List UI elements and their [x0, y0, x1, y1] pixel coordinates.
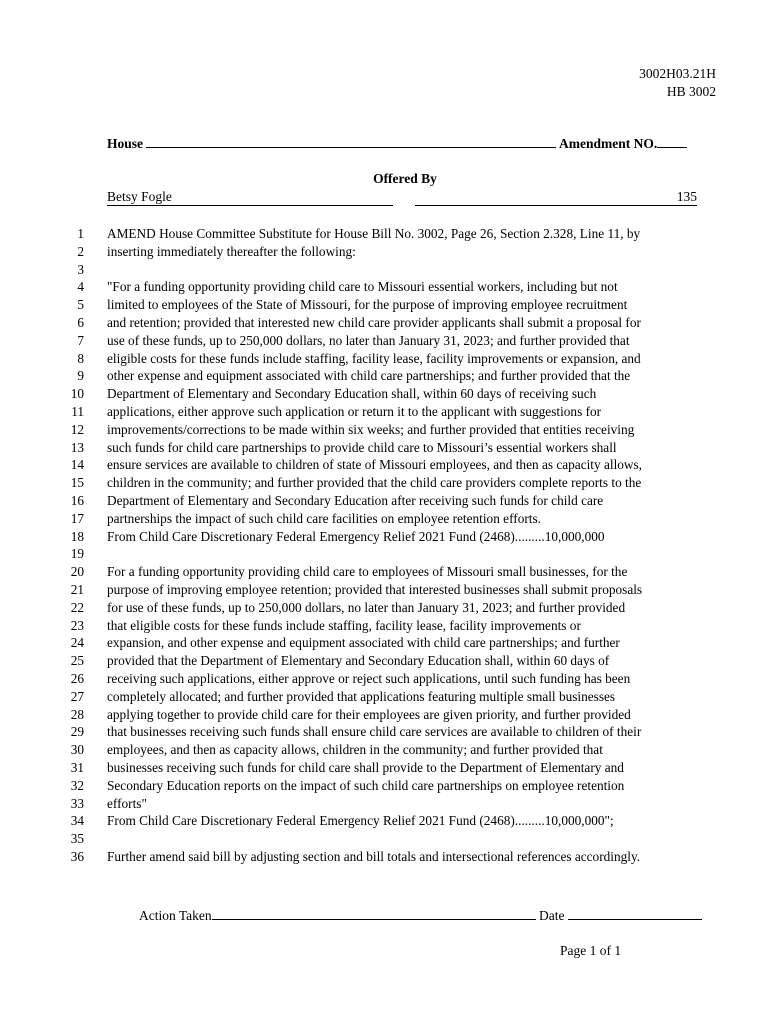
numbered-line — [56, 848, 726, 866]
line-text: that businesses receiving such funds shall ensure child care services are available to children of their — [107, 724, 642, 740]
offered-by-heading: Offered By — [373, 171, 437, 186]
numbered-line — [56, 634, 726, 652]
line-text: applications, either approve such application or return it to the applicant with suggestions for — [107, 403, 602, 419]
line-number: 27 — [70, 688, 84, 704]
numbered-line — [56, 777, 726, 795]
action-taken-label: Action Taken — [139, 908, 212, 923]
line-number: 2 — [77, 243, 84, 259]
numbered-line — [56, 385, 726, 403]
line-text: "For a funding opportunity providing child care to Missouri essential workers, including but not — [107, 279, 618, 295]
numbered-line — [56, 812, 726, 830]
numbered-line — [56, 421, 726, 439]
line-text: use of these funds, up to 250,000 dollars, no later than January 31, 2023; and further provided that — [107, 332, 630, 348]
line-number: 30 — [70, 742, 84, 758]
line-number: 12 — [70, 421, 84, 437]
line-number: 17 — [70, 510, 84, 526]
line-text: Secondary Education reports on the impact of such child care partnerships on employee retention — [107, 777, 625, 793]
numbered-line — [56, 296, 726, 314]
line-text: Further amend said bill by adjusting section and bill totals and intersectional references accordingly. — [107, 848, 641, 864]
line-text: that eligible costs for these funds include staffing, facility lease, facility improvements or — [107, 617, 581, 633]
line-number: 29 — [70, 724, 84, 740]
sponsor-line — [107, 189, 697, 206]
numbered-line — [56, 403, 726, 421]
line-number: 15 — [70, 475, 84, 491]
date-blank — [568, 907, 702, 920]
amendment-header — [107, 135, 687, 152]
line-number: 21 — [70, 581, 84, 597]
page-number: Page 1 of 1 — [560, 943, 622, 958]
line-number: 28 — [70, 706, 84, 722]
line-number: 31 — [70, 759, 84, 775]
line-text: businesses receiving such funds for child care shall provide to the Department of Elementary and — [107, 759, 624, 775]
line-text: efforts" — [107, 795, 147, 811]
numbered-line — [56, 581, 726, 599]
line-number: 14 — [70, 457, 84, 473]
line-number: 16 — [70, 492, 84, 508]
line-number: 5 — [77, 297, 84, 313]
line-text: expansion, and other expense and equipment associated with child care partnerships; and further — [107, 635, 620, 651]
house-blank-line — [146, 135, 556, 148]
amendment-number-label: Amendment NO. — [559, 136, 658, 151]
line-number: 11 — [71, 403, 84, 419]
line-text: applying together to provide child care for their employees are given priority, and further provided — [107, 706, 631, 722]
document-code-block — [639, 65, 716, 101]
line-text: inserting immediately thereafter the following: — [107, 243, 356, 259]
numbered-line — [56, 492, 726, 510]
line-number: 3 — [77, 261, 84, 277]
numbered-line — [56, 652, 726, 670]
line-number: 1 — [77, 226, 84, 241]
numbered-line — [56, 350, 726, 368]
line-text: for use of these funds, up to 250,000 dollars, no later than January 31, 2023; and further provided — [107, 599, 626, 615]
action-taken-blank — [212, 907, 536, 920]
line-text: eligible costs for these funds include staffing, facility lease, facility improvements or expansion, and — [107, 350, 641, 366]
numbered-line — [56, 723, 726, 741]
numbered-line — [56, 243, 726, 261]
numbered-line — [56, 599, 726, 617]
numbered-line — [56, 528, 726, 546]
house-label: House — [107, 136, 144, 151]
numbered-line — [56, 261, 726, 279]
action-taken-line — [139, 907, 702, 924]
line-text: partnerships the impact of such child care facilities on employee retention efforts. — [107, 510, 541, 526]
line-text: other expense and equipment associated with child care partnerships; and further provided that the — [107, 368, 631, 384]
numbered-line — [56, 545, 726, 563]
sponsor-number: 135 — [415, 189, 697, 206]
line-number: 23 — [70, 617, 84, 633]
line-text: Department of Elementary and Secondary Education shall, within 60 days of receiving such — [107, 386, 597, 402]
numbered-line — [56, 617, 726, 635]
line-text: limited to employees of the State of Missouri, for the purpose of improving employee recruitment — [107, 297, 628, 313]
numbered-line — [56, 474, 726, 492]
numbered-line — [56, 510, 726, 528]
numbered-line — [56, 563, 726, 581]
amendment-number-blank — [657, 135, 687, 148]
line-number: 32 — [70, 777, 84, 793]
line-number: 36 — [70, 848, 84, 864]
line-text: completely allocated; and further provided that applications featuring multiple small businesses — [107, 688, 616, 704]
numbered-line — [56, 278, 726, 296]
line-text: purpose of improving employee retention; provided that interested businesses shall submit proposals — [107, 581, 643, 597]
line-number: 24 — [70, 635, 84, 651]
numbered-line — [56, 225, 726, 243]
numbered-line — [56, 314, 726, 332]
line-number: 19 — [70, 546, 84, 562]
line-text: AMEND House Committee Substitute for House Bill No. 3002, Page 26, Section 2.328, Line 11, by — [107, 226, 641, 241]
numbered-line — [56, 741, 726, 759]
line-text: such funds for child care partnerships to provide child care to Missouri’s essential workers shall — [107, 439, 617, 455]
numbered-line — [56, 456, 726, 474]
line-text: receiving such applications, either approve or reject such applications, until such funding has been — [107, 670, 631, 686]
line-number: 18 — [70, 528, 84, 544]
numbered-line — [56, 795, 726, 813]
line-number: 13 — [70, 439, 84, 455]
line-number: 25 — [70, 653, 84, 669]
numbered-line — [56, 830, 726, 848]
line-text: employees, and then as capacity allows, children in the community; and further provided that — [107, 742, 603, 758]
line-number: 6 — [77, 314, 84, 330]
line-text: children in the community; and further provided that the child care providers complete reports to the — [107, 475, 642, 491]
line-number: 26 — [70, 670, 84, 686]
line-number: 8 — [77, 350, 84, 366]
numbered-line — [56, 670, 726, 688]
bill-number: HB 3002 — [666, 84, 716, 99]
numbered-line — [56, 759, 726, 777]
document-code: 3002H03.21H — [639, 66, 716, 81]
sponsor-name: Betsy Fogle — [107, 189, 393, 206]
numbered-line — [56, 332, 726, 350]
numbered-line — [56, 367, 726, 385]
numbered-line — [56, 706, 726, 724]
line-number: 7 — [77, 332, 84, 348]
line-text: ensure services are available to children of state of Missouri employees, and then as capacity allows, — [107, 457, 643, 473]
line-text: provided that the Department of Elementary and Secondary Education shall, within 60 days of — [107, 653, 610, 669]
line-number: 4 — [77, 279, 84, 295]
line-text: From Child Care Discretionary Federal Emergency Relief 2021 Fund (2468).........10,000,000"; — [107, 813, 614, 829]
line-number: 9 — [77, 368, 84, 384]
line-number: 22 — [70, 599, 84, 615]
line-text: From Child Care Discretionary Federal Emergency Relief 2021 Fund (2468).........10,000,000 — [107, 528, 605, 544]
line-number: 33 — [70, 795, 84, 811]
line-number: 35 — [70, 831, 84, 847]
line-text: and retention; provided that interested new child care provider applicants shall submit a proposal for — [107, 314, 641, 330]
line-number: 34 — [70, 813, 84, 829]
line-text: Department of Elementary and Secondary Education after receiving such funds for child care — [107, 492, 604, 508]
numbered-line — [56, 439, 726, 457]
numbered-line — [56, 688, 726, 706]
line-text: For a funding opportunity providing child care to employees of Missouri small businesses, for the — [107, 564, 628, 580]
line-number: 20 — [70, 564, 84, 580]
line-number: 10 — [70, 386, 84, 402]
date-label: Date — [539, 908, 565, 923]
amendment-body — [56, 225, 726, 866]
line-text: improvements/corrections to be made within six weeks; and further provided that entities receiving — [107, 421, 635, 437]
